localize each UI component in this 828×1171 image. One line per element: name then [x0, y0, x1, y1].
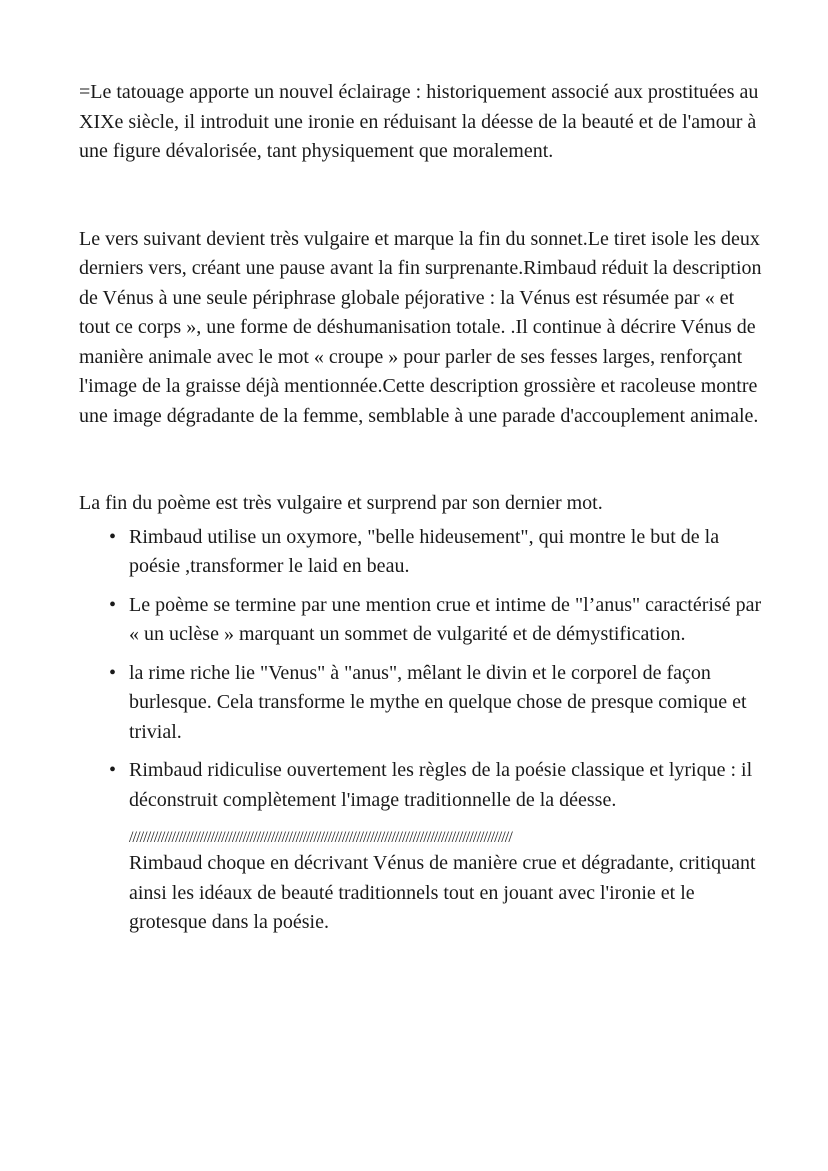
slash-separator: //////////////////////////////////////////////////////////////////////////////////////////////////////////// [129, 829, 512, 846]
bullet-dot: • [109, 593, 117, 616]
paragraph-poem-end: La fin du poème est très vulgaire et surprend par son dernier mot. [79, 492, 603, 514]
list-item [109, 659, 768, 748]
list-item-text: la rime riche lie "Venus" à "anus", mêlant le divin et le corporel de façon burlesque. Cela transforme le mythe en quelque chose de presque comique et trivial. [129, 661, 747, 743]
list-item-text: Rimbaud ridiculise ouvertement les règles de la poésie classique et lyrique : il déconstruit complètement l'image traditionnelle de la déesse. [129, 759, 753, 811]
paragraph-next-verse: Le vers suivant devient très vulgaire et marque la fin du sonnet.Le tiret isole les deux derniers vers, créant une pause avant la fin surprenante.Rimbaud réduit la description de Vénus à une seule périphrase globale péjorative : la Vénus est résumée par « et tout ce corps », une forme de déshumanisation totale. .Il continue à décrire Vénus de manière animale avec le mot « croupe » pour parler de ses fesses larges, renforçant l'image de la graisse déjà mentionnée.Cette description grossière et racoleuse montre une image dégradante de la femme, semblable à une parade d'accouplement animale. [79, 227, 762, 427]
bullet-dot: • [109, 525, 117, 548]
bullet-list [79, 523, 768, 816]
list-item [109, 756, 768, 815]
list-item-text: Rimbaud utilise un oxymore, "belle hideusement", qui montre le but de la poésie ,transformer le laid en beau. [129, 525, 720, 577]
list-item [109, 591, 768, 650]
paragraph-tattoo: =Le tatouage apporte un nouvel éclairage : historiquement associé aux prostituées au XIXe siècle, il introduit une ironie en réduisant la déesse de la beauté et de l'amour à une figure dévalorisée, tant physiquement que moralement. [79, 81, 759, 162]
list-item [109, 523, 768, 582]
paragraph-conclusion: Rimbaud choque en décrivant Vénus de manière crue et dégradante, critiquant ainsi les idéaux de beauté traditionnels tout en jouant avec l'ironie et le grotesque dans la poésie. [129, 852, 756, 933]
list-item-text: Le poème se termine par une mention crue et intime de "l’anus" caractérisé par « un uclèse » marquant un sommet de vulgarité et de démystification. [129, 593, 762, 645]
bullet-dot: • [109, 759, 117, 781]
bullet-dot: • [109, 661, 117, 684]
